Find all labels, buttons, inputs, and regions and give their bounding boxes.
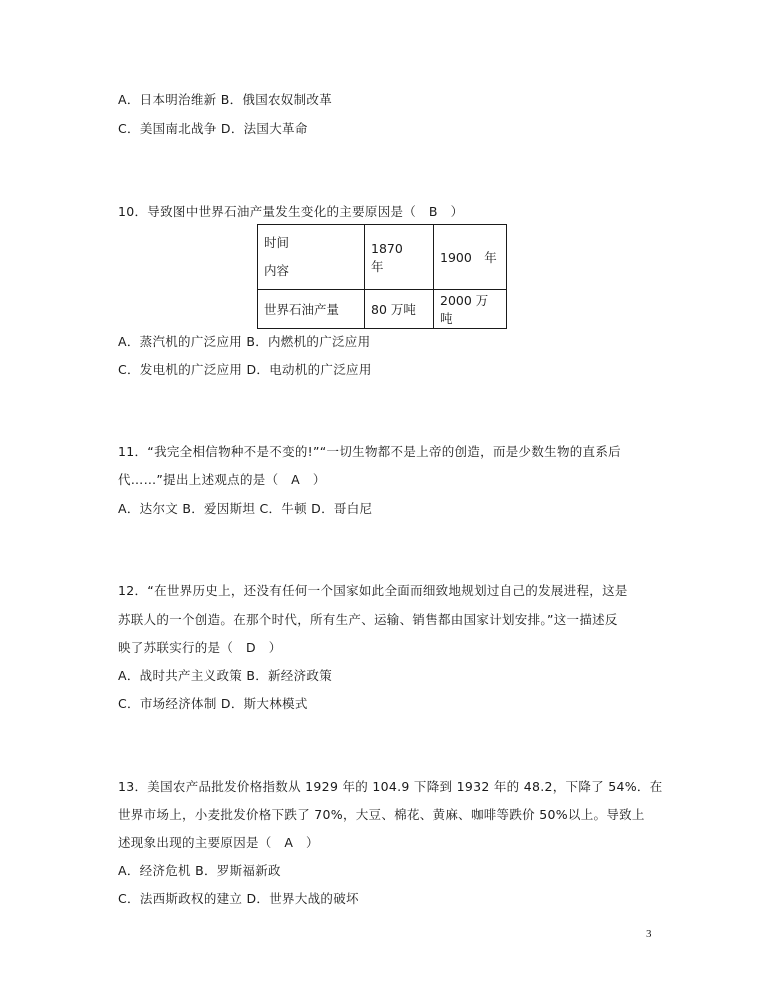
page-number: 3	[646, 928, 652, 940]
q12-options-ab: A．战时共产主义政策 B．新经济政策	[118, 668, 333, 683]
q11-line-2: 代……”提出上述观点的是（ A ）	[118, 472, 326, 487]
q11-options: A．达尔文 B．爱因斯坦 C．牛顿 D．哥白尼	[118, 501, 373, 516]
year-1900-cell: 1900 年	[434, 225, 507, 290]
q12-line-3: 映了苏联实行的是（ D ）	[118, 640, 282, 655]
header-content-label: 内容	[264, 263, 290, 278]
q13-options-ab: A．经济危机 B．罗斯福新政	[118, 863, 281, 878]
q13-line-1: 13．美国农产品批发价格指数从 1929 年的 104.9 下降到 1932 年的 48.2，下降了 54%．在	[118, 779, 663, 794]
q9-options-ab: A．日本明治维新 B．俄国农奴制改革	[118, 92, 333, 107]
q13-line-3: 述现象出现的主要原因是（ A ）	[118, 835, 319, 850]
q12-line-2: 苏联人的一个创造。在那个时代，所有生产、运输、销售都由国家计划安排。”这一描述反	[118, 612, 618, 627]
header-time-label: 时间	[264, 235, 290, 250]
year-1870-cell: 1870 年	[365, 225, 434, 290]
q11-line-1: 11．“我完全相信物种不是不变的!”“一切生物都不是上帝的创造，而是少数生物的直系后	[118, 444, 621, 459]
q10-question: 10．导致图中世界石油产量发生变化的主要原因是（ B ）	[118, 204, 464, 219]
table-data-row	[258, 290, 507, 329]
q13-line-2: 世界市场上，小麦批发价格下跌了 70%，大豆、棉花、黄麻、咖啡等跌价 50%以上。导致上	[118, 807, 645, 822]
table-header-row	[258, 225, 507, 290]
row-label-cell: 世界石油产量	[258, 290, 365, 329]
value-1870-cell: 80 万吨	[365, 290, 434, 329]
q10-options-cd: C．发电机的广泛应用 D．电动机的广泛应用	[118, 362, 372, 377]
q12-options-cd: C．市场经济体制 D．斯大林模式	[118, 696, 308, 711]
table-header-cell	[258, 225, 365, 290]
q13-options-cd: C．法西斯政权的建立 D．世界大战的破坏	[118, 891, 359, 906]
oil-production-table	[257, 224, 507, 329]
q12-line-1: 12．“在世界历史上，还没有任何一个国家如此全面而细致地规划过自己的发展进程，这是	[118, 583, 628, 598]
q9-options-cd: C．美国南北战争 D．法国大革命	[118, 121, 308, 136]
value-1900-cell: 2000 万吨	[434, 290, 507, 329]
q10-options-ab: A．蒸汽机的广泛应用 B．内燃机的广泛应用	[118, 334, 371, 349]
